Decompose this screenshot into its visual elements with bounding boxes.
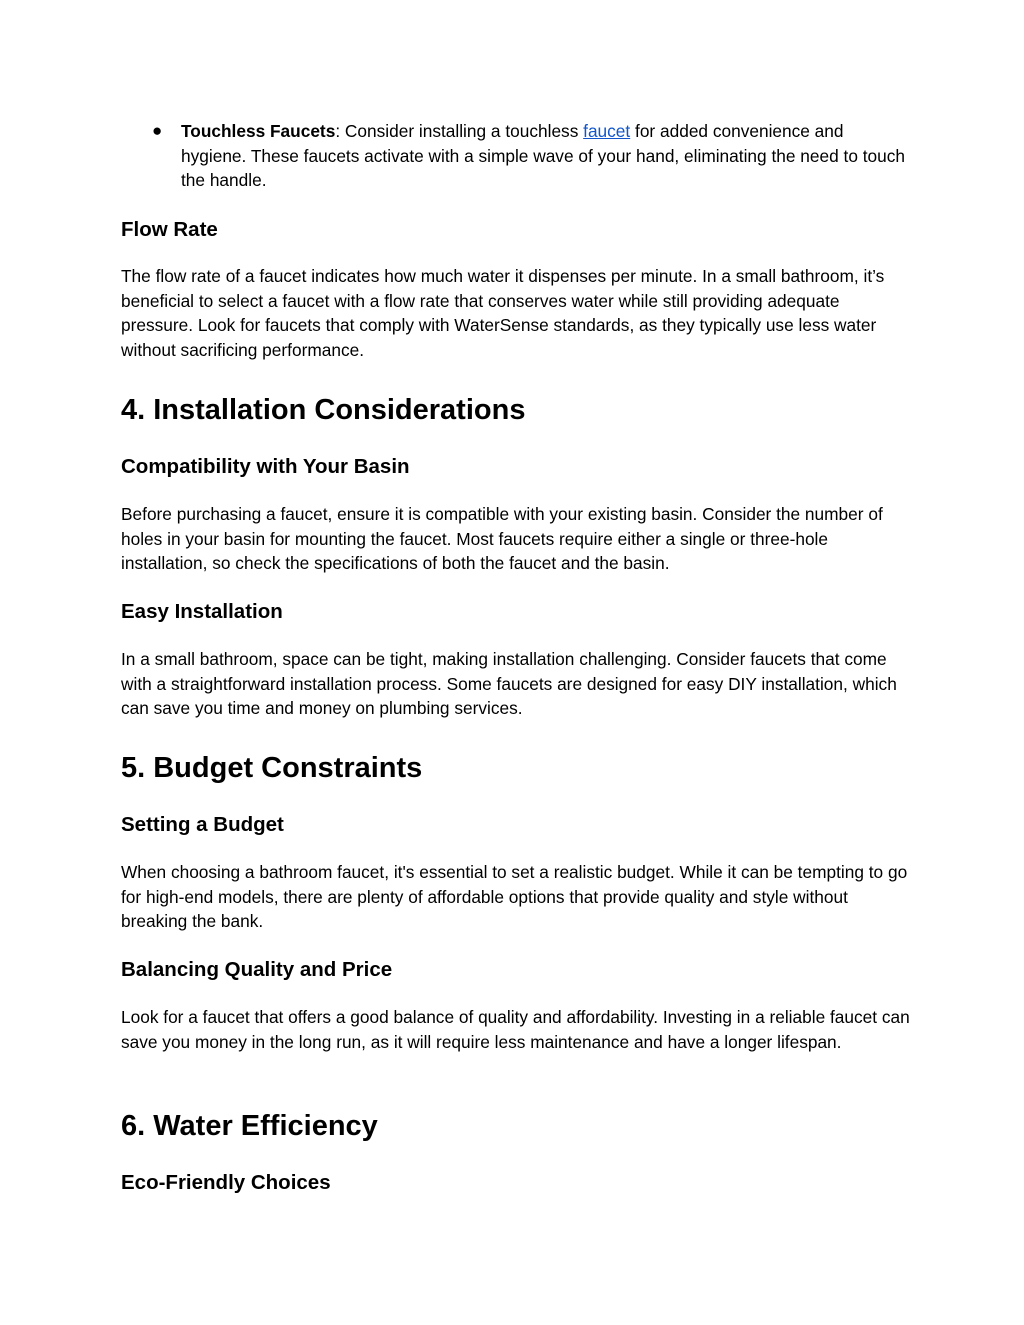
paragraph-balancing-quality: Look for a faucet that offers a good balance of quality and affordability. Investing in a reliable faucet can save you money in the long run, as it will require less maintenance and have a longer lifespan. bbox=[121, 1007, 910, 1052]
paragraph-flow-rate: The flow rate of a faucet indicates how much water it dispenses per minute. In a small bathroom, it’s beneficial to select a faucet with a flow rate that conserves water while still providing adequate pressure. Look for faucets that comply with WaterSense standards, as they typically use less water without sacrificing performance. bbox=[121, 266, 885, 360]
heading-eco-friendly: Eco-Friendly Choices bbox=[121, 1171, 331, 1194]
paragraph-setting-budget: When choosing a bathroom faucet, it's essential to set a realistic budget. While it can be tempting to go for high-end models, there are plenty of affordable options that provide quality and style without breaking the bank. bbox=[121, 862, 908, 931]
paragraph-easy-installation: In a small bathroom, space can be tight, making installation challenging. Consider faucets that come with a straightforward installation process. Some faucets are designed for easy DIY installation, which can save you time and money on plumbing services. bbox=[121, 649, 897, 718]
heading-flow-rate: Flow Rate bbox=[121, 218, 218, 241]
heading-budget-constraints: 5. Budget Constraints bbox=[121, 752, 423, 784]
heading-water-efficiency: 6. Water Efficiency bbox=[121, 1110, 378, 1142]
paragraph-compatibility: Before purchasing a faucet, ensure it is compatible with your existing basin. Consider the number of holes in your basin for mounting the faucet. Most faucets require either a single or three-hole installation, so check the specifications of both the faucet and the basin. bbox=[121, 504, 883, 573]
heading-installation-considerations: 4. Installation Considerations bbox=[121, 394, 526, 426]
bullet-text bbox=[181, 119, 911, 193]
heading-setting-budget: Setting a Budget bbox=[121, 813, 284, 836]
bullet-text-before-link: : Consider installing a touchless bbox=[335, 121, 584, 141]
bullet-text-after-link: for added convenience and hygiene. These faucets activate with a simple wave of your hand, eliminating the need to touch the handle. bbox=[181, 121, 906, 190]
heading-balancing-quality: Balancing Quality and Price bbox=[121, 958, 393, 981]
heading-easy-installation: Easy Installation bbox=[121, 600, 283, 623]
bullet-icon: ● bbox=[152, 121, 163, 140]
faucet-link[interactable]: faucet bbox=[583, 121, 631, 141]
bullet-bold-label: Touchless Faucets bbox=[181, 121, 336, 141]
heading-compatibility: Compatibility with Your Basin bbox=[121, 455, 410, 478]
